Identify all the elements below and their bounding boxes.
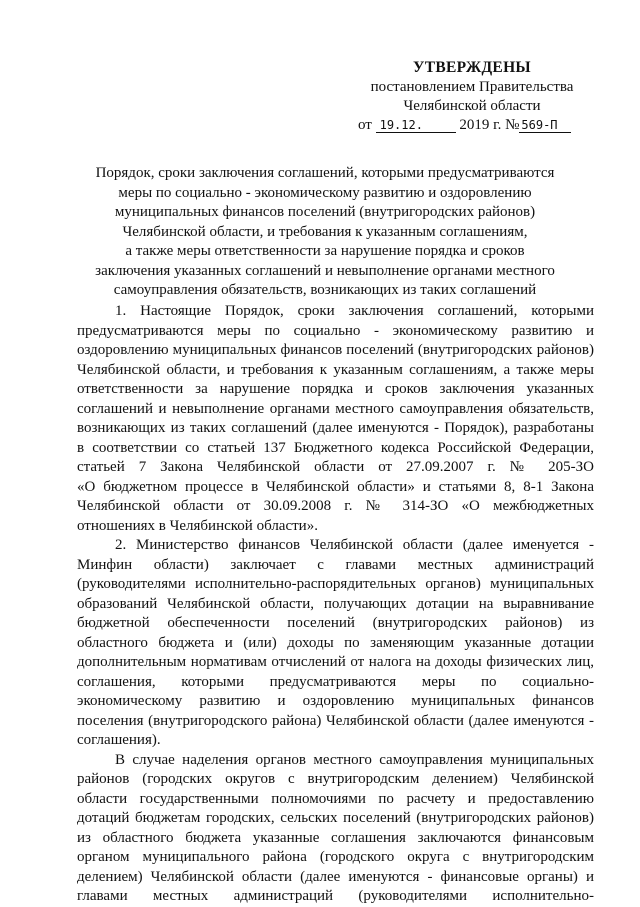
text-line: Челябинской области от 30.09.2008 г. № 314-ЗО «О межбюджетных [77,498,594,514]
text-line: дополнительным нормативам отчислений от налога на доходы физических лиц, [77,654,594,670]
approval-line-2: Челябинской области [403,98,541,114]
text-line: 1. Настоящие Порядок, сроки заключения соглашений, которыми [115,303,594,319]
title-line: самоуправления обязательств, возникающих из таких соглашений [113,282,537,298]
text-line: дотаций бюджетам городских, сельских поселений (внутригородских районов) [77,810,594,826]
text-line: поселения (внутригородского района) Челябинской области (далее именуются - [77,712,594,729]
text-line: ответственности за нарушение порядка и сроков заключения указанных [77,381,594,397]
text-line: из областного бюджета указанные соглашения заключаются финансовым [77,829,594,846]
date-prefix: от [358,117,372,133]
text-line: бюджетной обеспеченности поселений (внутригородских районов) из [77,615,594,631]
year-text: 2019 г. № [459,117,520,133]
text-line: 2. Министерство финансов Челябинской области (далее именуется - [115,537,594,553]
approval-stamp [352,58,592,135]
text-line: предусматриваются меры по социально - экономическому развитию и [77,322,594,339]
text-line: возникающих из таких соглашений (далее именуются - Порядок), разработаны [77,420,594,436]
text-line: делением) Челябинской области (далее именуются - финансовые органы) и [77,868,594,885]
text-line: отношениях в Челябинской области». [77,517,318,534]
title-line: заключения указанных соглашений и невыполнение органами местного [95,262,555,279]
title-line: Порядок, сроки заключения соглашений, которыми предусматриваются [95,165,555,181]
approval-date-field: 19.12. [376,118,456,133]
paragraph-1 [77,302,594,536]
title-line: муниципальных финансов поселений (внутригородских районов) [114,204,536,220]
text-line: экономическому развитию и оздоровлению муниципальных финансов [77,693,594,709]
text-line: районов (городских округов с внутригородским делением) Челябинской [77,771,594,787]
text-line: соглашения). [77,732,161,748]
title-line: меры по социально - экономическому развитию и оздоровлению [118,184,532,201]
text-line: Челябинской области, и требования к указанным соглашениям, а также меры [77,361,594,378]
text-line: образований Челябинской области, получающих дотации на выравнивание [77,595,594,612]
title-line: а также меры ответственности за нарушение порядка и сроков [125,243,525,259]
approval-number-field: 569-П [519,118,571,133]
approval-line-1: постановлением Правительства [370,79,574,95]
text-line: области государственными полномочиями по расчету и предоставлению [77,790,594,807]
text-line: оздоровлению муниципальных финансов поселений (внутригородских районов) [77,342,594,358]
text-line: (руководителями исполнительно-распорядительных органов) муниципальных [77,576,594,592]
paragraph-2 [77,536,594,751]
document-body [77,302,594,907]
text-line: статьей 7 Закона Челябинской области от 27.09.2007 г. № 205-ЗО [77,459,594,475]
text-line: «О бюджетном процессе в Челябинской области» и статьями 8, 8-1 Закона [77,478,594,495]
text-line: соглашения, которыми предусматриваются меры по социально- [77,673,594,690]
text-line: соглашений и невыполнение органами местного самоуправления обязательств, [77,400,594,417]
text-line: органом муниципального района (городского округа с внутригородским [77,849,594,865]
text-line: Минфин области) заключает с главами местных администраций [77,556,594,573]
approval-heading: УТВЕРЖДЕНЫ [413,59,531,76]
text-line: главами местных администраций (руководителями исполнительно- [77,888,594,904]
approval-dateline [352,116,592,135]
title-line: Челябинской области, и требования к указанным соглашениям, [122,223,528,240]
text-line: в соответствии со статьей 137 Бюджетного кодекса Российской Федерации, [77,439,594,456]
text-line: областного бюджета и (или) доходы по заменяющим указанные дотации [77,634,594,651]
text-line: В случае наделения органов местного самоуправления муниципальных [115,751,594,768]
document-title [90,164,560,301]
paragraph-3 [77,751,594,907]
